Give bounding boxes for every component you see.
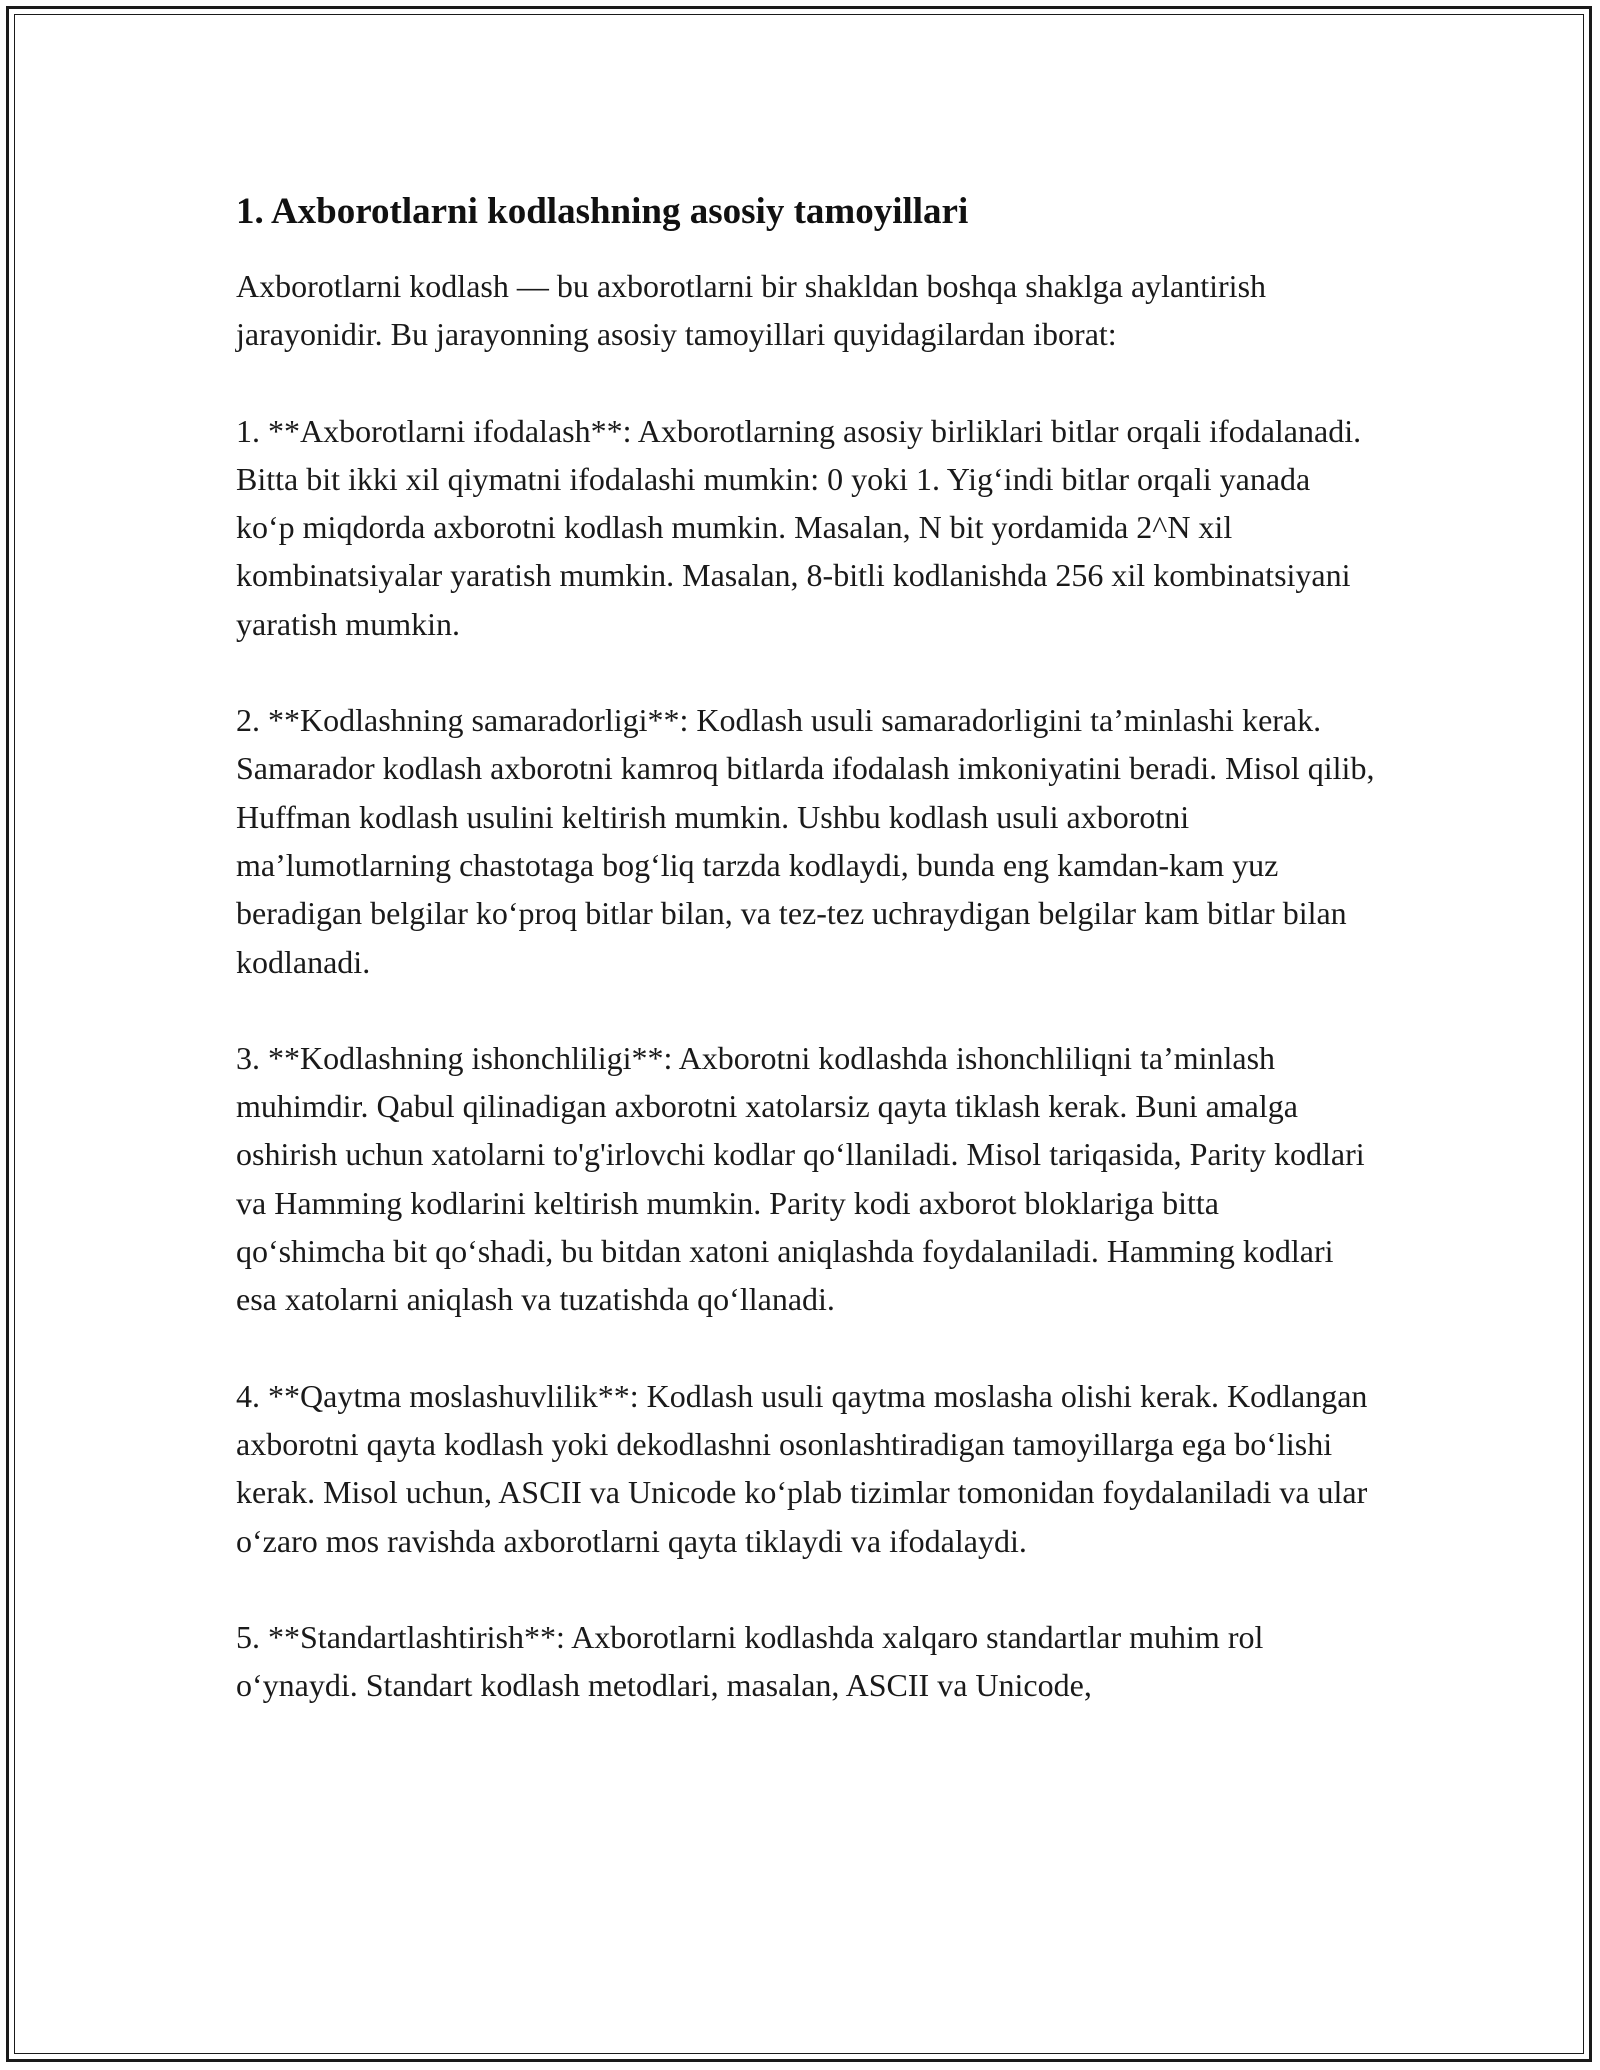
document-body [236, 188, 1376, 1757]
section-heading: 1. Axborotlarni kodlashning asosiy tamoyillari [236, 191, 969, 232]
paragraph-efficiency: 2. **Kodlashning samaradorligi**: Kodlash usuli samaradorligini ta’minlashi kerak. Samarador kodlash axborotni kamroq bitlarda ifodalash imkoniyatini beradi. Misol qilib, Huffman kodlash usulini keltirish mumkin. Ushbu kodlash usuli axborotni ma’lumotlarning chastotaga bog‘liq tarzda kodlaydi, bunda eng kamdan-kam yuz beradigan belgilar ko‘proq bitlar bilan, va tez-tez uchraydigan belgilar kam bitlar bilan kodlanadi. [236, 702, 1375, 980]
paragraph-representation: 1. **Axborotlarni ifodalash**: Axborotlarning asosiy birliklari bitlar orqali ifodalanadi. Bitta bit ikki xil qiymatni ifodalashi mumkin: 0 yoki 1. Yig‘indi bitlar orqali yanada ko‘p miqdorda axborotni kodlash mumkin. Masalan, N bit yordamida 2^N xil kombinatsiyalar yaratish mumkin. Masalan, 8-bitli kodlanishda 256 xil kombinatsiyani yaratish mumkin. [236, 412, 1362, 642]
paragraph-compatibility: 4. **Qaytma moslashuvlilik**: Kodlash usuli qaytma moslasha olishi kerak. Kodlangan axborotni qayta kodlash yoki dekodlashni osonlashtiradigan tamoyillarga ega bo‘lishi kerak. Misol uchun, ASCII va Unicode ko‘plab tizimlar tomonidan foydalaniladi va ular o‘zaro mos ravishda axborotlarni qayta tiklaydi va ifodalaydi. [236, 1377, 1368, 1559]
paragraph-reliability: 3. **Kodlashning ishonchliligi**: Axborotni kodlashda ishonchliliqni ta’minlash muhimdir. Qabul qilinadigan axborotni xatolarsiz qayta tiklash kerak. Buni amalga oshirish uchun xatolarni to'g'irlovchi kodlar qo‘llaniladi. Misol tariqasida, Parity kodlari va Hamming kodlarini keltirish mumkin. Parity kodi axborot bloklariga bitta qo‘shimcha bit qo‘shadi, bu bitdan xatoni aniqlashda foydalaniladi. Hamming kodlari esa xatolarni aniqlash va tuzatishda qo‘llanadi. [236, 1039, 1365, 1318]
intro-paragraph: Axborotlarni kodlash — bu axborotlarni bir shakldan boshqa shaklga aylantirish jarayonidir. Bu jarayonning asosiy tamoyillari quyidagilardan iborat: [236, 268, 1267, 353]
paragraph-standardization: 5. **Standartlashtirish**: Axborotlarni kodlashda xalqaro standartlar muhim rol o‘ynaydi. Standart kodlash metodlari, masalan, ASCII va Unicode, [236, 1618, 1264, 1704]
